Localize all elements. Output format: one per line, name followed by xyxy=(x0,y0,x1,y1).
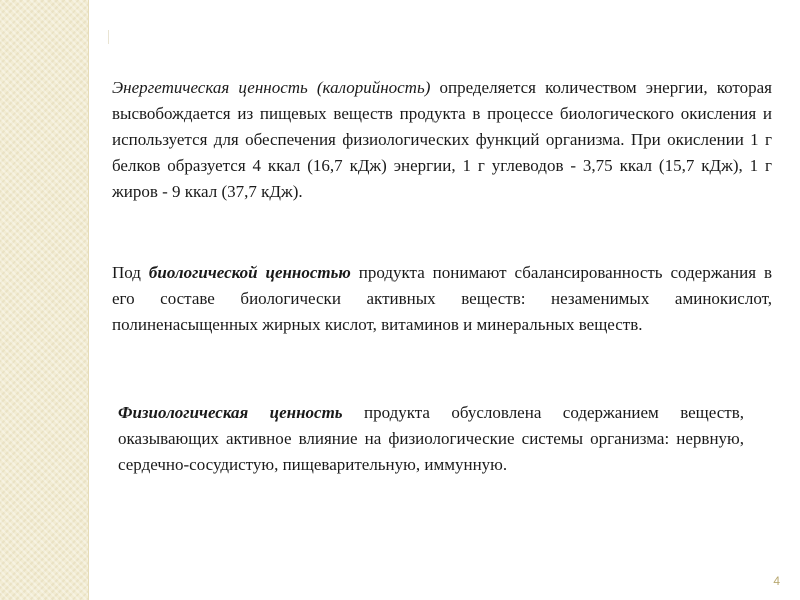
term-physiological-value: Физиологическая ценность xyxy=(118,403,343,422)
paragraph-energy-text: определяется количеством энергии, которая высвобождается из пищевых веществ продукта в процессе биологического окисления и используется для обеспечения физиологических функций организма. При окислении 1 г белков образуется 4 ккал (16,7 кДж) энергии, 1 г углеводов - 3,75 ккал (15,7 кДж), 1 г жиров - 9 ккал (37,7 кДж). xyxy=(112,78,773,201)
paragraph-physiological-value xyxy=(118,400,744,478)
term-energy-value: Энергетическая ценность (калорийность) xyxy=(112,78,431,97)
paragraph-bio-prefix: Под xyxy=(112,263,149,282)
decorative-side-band xyxy=(0,0,89,600)
paragraph-biological-value xyxy=(112,260,772,338)
paragraph-bio-text: продукта понимают сбалансированность содержания в его составе биологически активных веществ: незаменимых аминокислот, полиненасыщенных жирных кислот, витаминов и минеральных веществ. xyxy=(112,263,772,334)
decorative-mark xyxy=(108,30,109,44)
page-number: 4 xyxy=(773,574,780,588)
term-biological-value: биологической ценностью xyxy=(148,263,351,282)
paragraph-phys-text: продукта обусловлена содержанием веществ, оказывающих активное влияние на физиологические системы организма: нервную, сердечно-сосудистую, пищеварительную, иммунную. xyxy=(118,403,744,474)
paragraph-energy-value xyxy=(112,75,772,205)
